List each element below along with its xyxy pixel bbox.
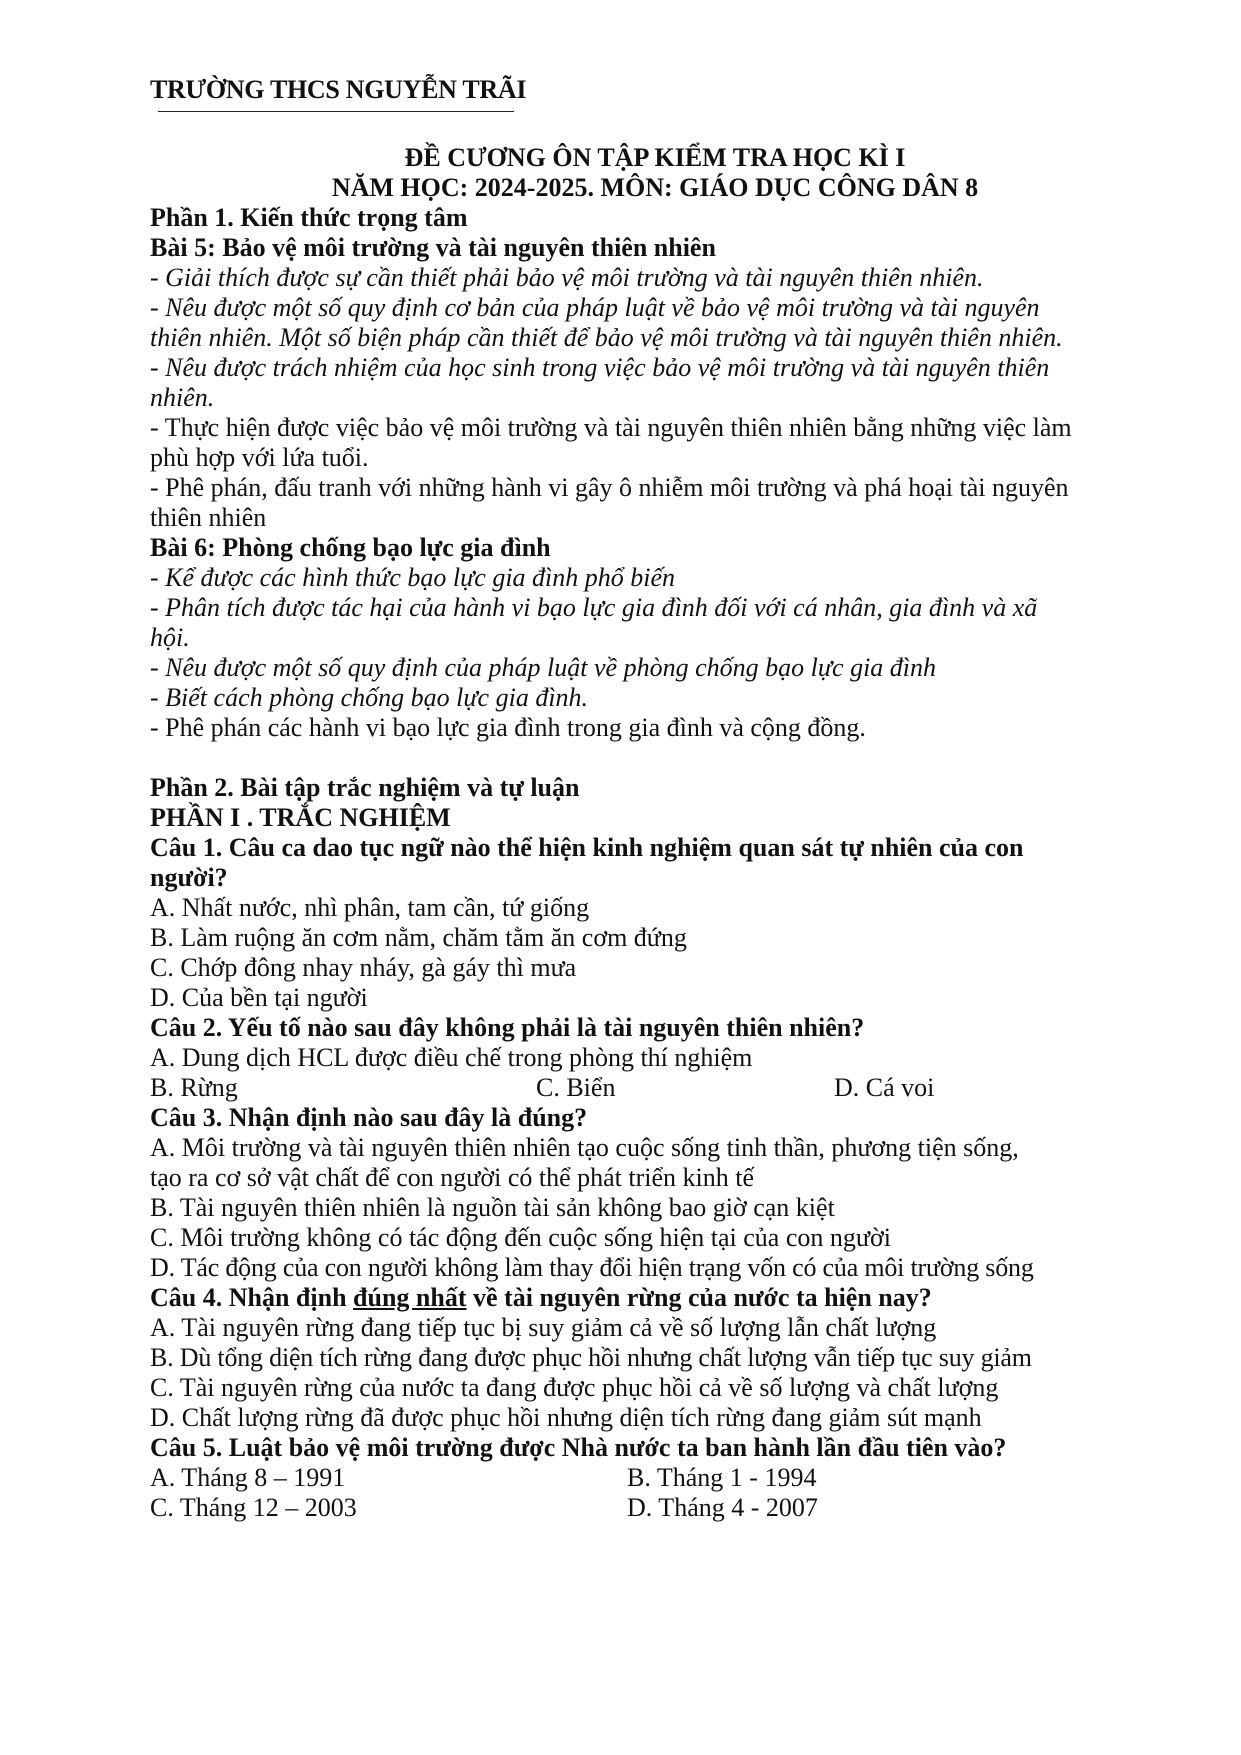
answer-option: C. Tháng 12 – 2003 (150, 1493, 357, 1522)
part2-heading: Phần 2. Bài tập trắc nghiệm và tự luận (150, 773, 580, 802)
answer-option: A. Môi trường và tài nguyên thiên nhiên tạo cuộc sống tinh thần, phương tiện sống, (150, 1133, 1019, 1162)
question-1-cont: người? (150, 863, 228, 892)
lesson6-item: - Nêu được một số quy định của pháp luật về phòng chống bạo lực gia đình (150, 653, 937, 682)
lesson5-item: - Giải thích được sự cần thiết phải bảo vệ môi trường và tài nguyên thiên nhiên. (150, 263, 984, 292)
question-3: Câu 3. Nhận định nào sau đây là đúng? (150, 1103, 588, 1132)
question-1: Câu 1. Câu ca dao tục ngữ nào thể hiện kinh nghiệm quan sát tự nhiên của con (150, 833, 1024, 862)
lesson5-item: nhiên. (150, 383, 215, 412)
answer-option: A. Tài nguyên rừng đang tiếp tục bị suy giảm cả về số lượng lẫn chất lượng (150, 1313, 937, 1342)
answer-option: D. Cá voi (834, 1073, 935, 1102)
lesson5-item: - Phê phán, đấu tranh với những hành vi gây ô nhiễm môi trường và phá hoại tài nguyên (150, 473, 1069, 502)
answer-option: D. Tác động của con người không làm thay đổi hiện trạng vốn có của môi trường sống (150, 1253, 1034, 1282)
lesson6-item: hội. (150, 623, 190, 652)
question-2: Câu 2. Yếu tố nào sau đây không phải là tài nguyên thiên nhiên? (150, 1013, 865, 1042)
lesson5-item: thiên nhiên (150, 503, 267, 532)
answer-option: C. Môi trường không có tác động đến cuộc sống hiện tại của con người (150, 1223, 891, 1252)
school-name: TRƯỜNG THCS NGUYỄN TRÃI (150, 75, 527, 104)
lesson5-item: - Nêu được trách nhiệm của học sinh trong việc bảo vệ môi trường và tài nguyên thiên (150, 353, 1050, 382)
answer-option: D. Tháng 4 - 2007 (627, 1493, 818, 1522)
answer-option: B. Làm ruộng ăn cơm nằm, chăm tằm ăn cơm đứng (150, 923, 687, 952)
question-4-post: về tài nguyên rừng của nước ta hiện nay? (466, 1283, 932, 1312)
answer-option: B. Tháng 1 - 1994 (627, 1463, 817, 1492)
answer-option: C. Tài nguyên rừng của nước ta đang được phục hồi cả về số lượng và chất lượng (150, 1373, 999, 1402)
lesson5-item: - Thực hiện được việc bảo vệ môi trường và tài nguyên thiên nhiên bằng những việc làm (150, 413, 1072, 442)
lesson6-title: Bài 6: Phòng chống bạo lực gia đình (150, 533, 551, 562)
answer-option: A. Nhất nước, nhì phân, tam cần, tứ giống (150, 893, 590, 922)
document-subtitle: NĂM HỌC: 2024-2025. MÔN: GIÁO DỤC CÔNG DÂN 8 (331, 173, 979, 202)
question-4 (150, 1281, 932, 1315)
answer-option: B. Tài nguyên thiên nhiên là nguồn tài sản không bao giờ cạn kiệt (150, 1193, 835, 1222)
lesson5-item: phù hợp với lứa tuổi. (150, 443, 369, 472)
answer-option: C. Biển (536, 1073, 616, 1102)
lesson6-item: - Biết cách phòng chống bạo lực gia đình. (150, 683, 589, 712)
document-title: ĐỀ CƯƠNG ÔN TẬP KIỂM TRA HỌC KÌ I (404, 143, 906, 172)
lesson5-item: thiên nhiên. Một số biện pháp cần thiết để bảo vệ môi trường và tài nguyên thiên nhiên. (150, 323, 1063, 352)
part1-heading: Phần 1. Kiến thức trọng tâm (150, 203, 468, 232)
answer-option: D. Của bền tại người (150, 983, 368, 1012)
lesson5-title: Bài 5: Bảo vệ môi trường và tài nguyên thiên nhiên (150, 233, 716, 262)
lesson5-item: - Nêu được một số quy định cơ bản của pháp luật về bảo vệ môi trường và tài nguyên (150, 293, 1040, 322)
answer-option: B. Dù tổng diện tích rừng đang được phục hồi nhưng chất lượng vẫn tiếp tục suy giảm (150, 1343, 1032, 1372)
answer-option: A. Tháng 8 – 1991 (150, 1463, 346, 1492)
answer-option: D. Chất lượng rừng đã được phục hồi nhưng diện tích rừng đang giảm sút mạnh (150, 1403, 982, 1432)
answer-option: C. Chớp đông nhay nháy, gà gáy thì mưa (150, 953, 577, 982)
section-heading: PHẦN I . TRẮC NGHIỆM (150, 803, 451, 832)
question-5: Câu 5. Luật bảo vệ môi trường được Nhà nước ta ban hành lần đầu tiên vào? (150, 1433, 1007, 1462)
question-4-emphasis: đúng nhất (353, 1283, 467, 1312)
question-4-pre: Câu 4. Nhận định (150, 1283, 354, 1312)
school-underline (158, 111, 514, 112)
lesson6-item: - Phê phán các hành vi bạo lực gia đình trong gia đình và cộng đồng. (150, 713, 866, 742)
lesson6-item: - Phân tích được tác hại của hành vi bạo lực gia đình đối với cá nhân, gia đình và xã (150, 593, 1038, 622)
answer-option: A. Dung dịch HCL được điều chế trong phòng thí nghiệm (150, 1043, 753, 1072)
answer-option: B. Rừng (150, 1073, 238, 1102)
answer-option-cont: tạo ra cơ sở vật chất để con người có thể phát triển kinh tế (150, 1163, 755, 1192)
lesson6-item: - Kể được các hình thức bạo lực gia đình phổ biến (150, 563, 676, 592)
